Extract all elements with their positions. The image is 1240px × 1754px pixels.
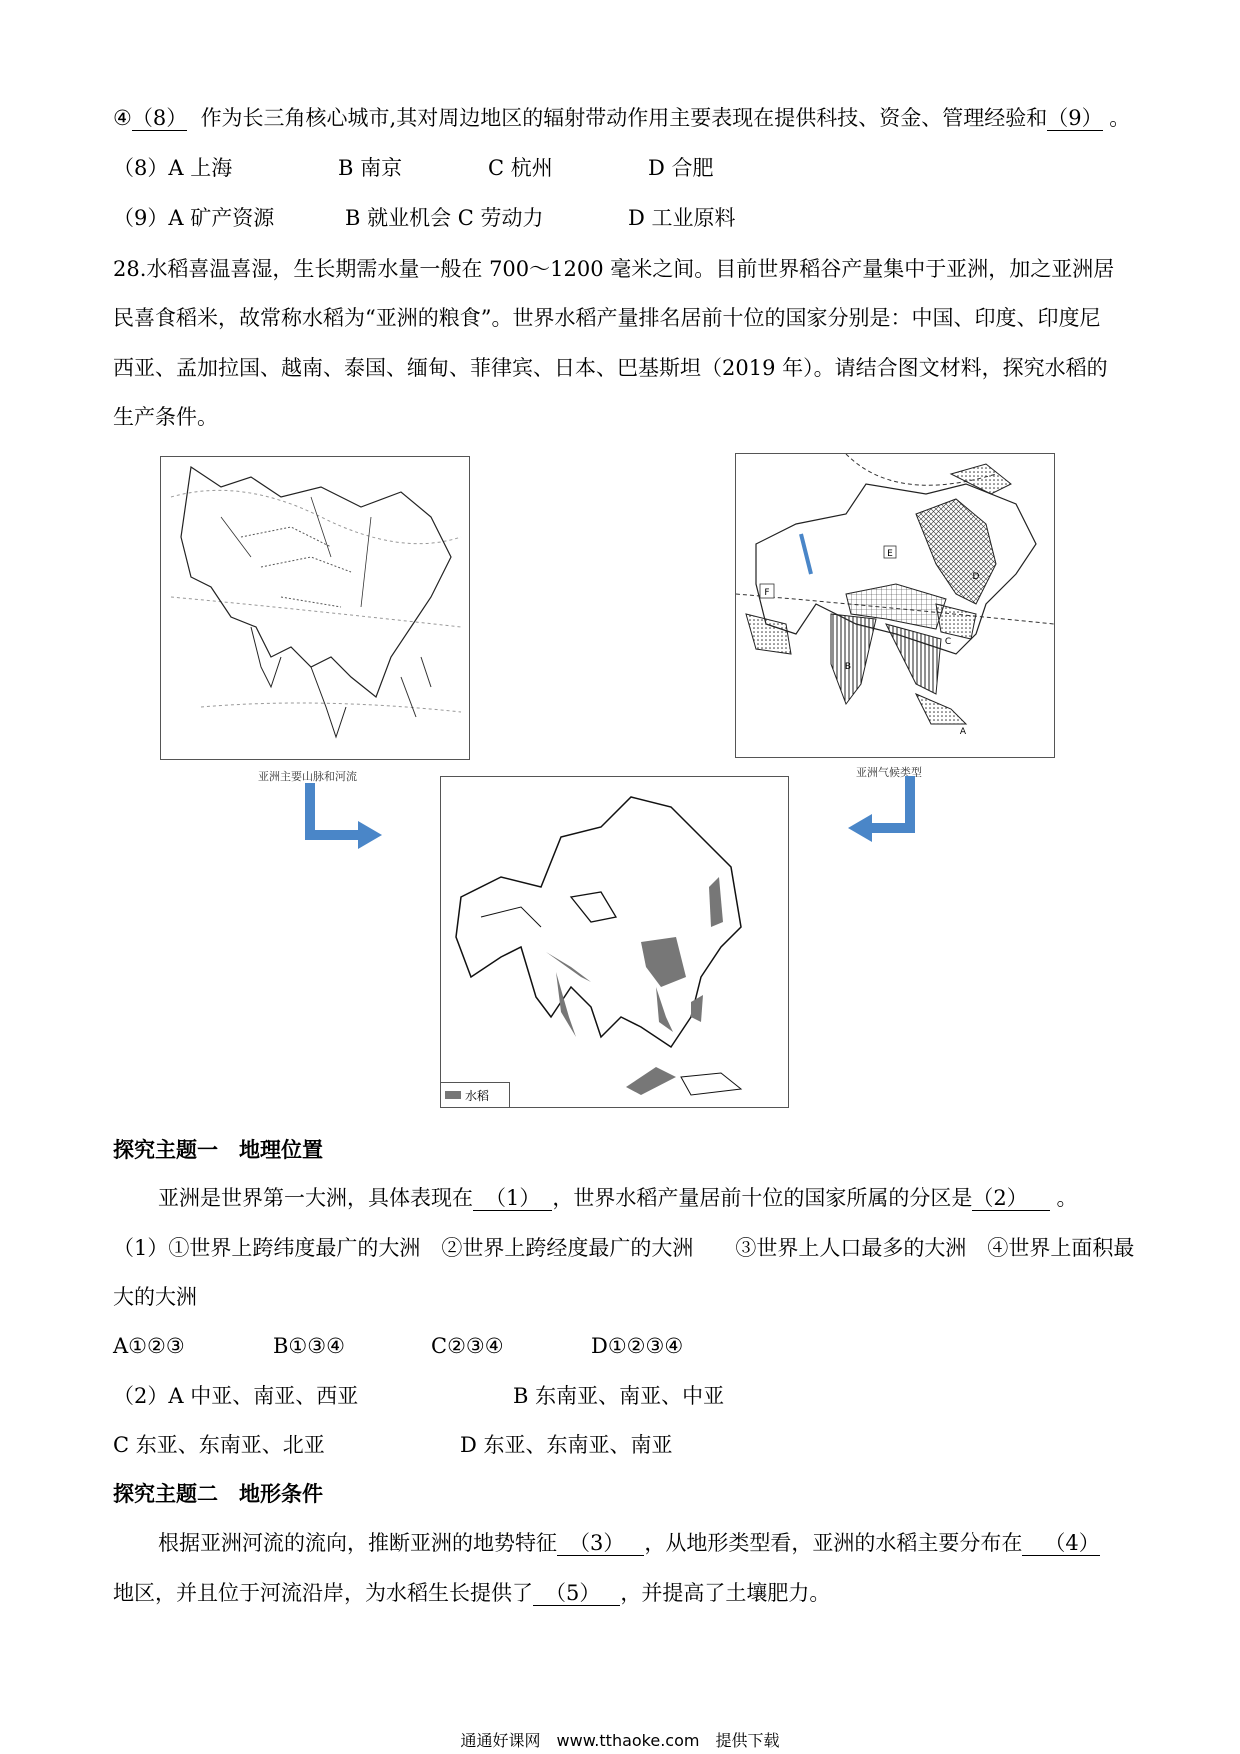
asia-climate-map xyxy=(735,453,1055,758)
topic2-sentence-line2: 地区，并且位于河流沿岸，为水稻生长提供了 （5） ，并提高了土壤肥力。 xyxy=(113,1581,831,1605)
blank-4: （4） xyxy=(1022,1531,1099,1556)
climate-label-c: C xyxy=(944,637,952,647)
right-map-caption: 亚洲气候类型 xyxy=(856,766,922,779)
rice-legend: 水稻 xyxy=(441,1082,510,1107)
q27-line: ④（8） 作为长三角核心城市,其对周边地区的辐射带动作用主要表现在提供科技、资金、管理经验和（9） 。 xyxy=(113,106,1131,130)
q27-options-9: （9）A 矿产资源 B 就业机会 C 劳动力 D 工业原料 xyxy=(113,206,736,230)
asia-rice-distribution-map xyxy=(440,776,789,1108)
climate-label-f: F xyxy=(764,588,770,598)
topic2-sentence-line1: 根据亚洲河流的流向，推断亚洲的地势特征 （3） ，从地形类型看，亚洲的水稻主要分布在 （4） xyxy=(158,1531,1100,1555)
arrow-right-to-center-icon xyxy=(840,776,920,846)
blank-3: （3） xyxy=(557,1531,644,1556)
footer: 通通好课网 www.tthaoke.com 提供下载 xyxy=(460,1731,780,1750)
q28-paragraph-line4: 生产条件。 xyxy=(113,405,218,429)
q28-paragraph-line3: 西亚、孟加拉国、越南、泰国、缅甸、菲律宾、日本、巴基斯坦（2019 年）。请结合图文材料，探究水稻的 xyxy=(113,356,1108,380)
topic1-q2-line2: C 东亚、东南亚、北亚 D 东亚、东南亚、南亚 xyxy=(113,1433,673,1457)
blank-2: （2） xyxy=(972,1186,1049,1211)
blank-5: （5） xyxy=(533,1581,620,1606)
blank-9: （9） xyxy=(1047,106,1103,130)
q28-paragraph-line1: 28.水稻喜温喜湿，生长期需水量一般在 700～1200 毫米之间。目前世界稻谷产量集中于亚洲，加之亚洲居 xyxy=(113,257,1115,281)
topic2-heading: 探究主题二 地形条件 xyxy=(113,1481,323,1506)
topic1-q1-options: A①②③ B①③④ C②③④ D①②③④ xyxy=(113,1334,684,1358)
asia-mountains-rivers-map xyxy=(160,456,470,760)
climate-label-a: A xyxy=(959,727,967,737)
topic1-q1-line2: 大的大洲 xyxy=(113,1285,197,1309)
topic1-sentence: 亚洲是世界第一大洲，具体表现在 （1） ，世界水稻产量居前十位的国家所属的分区是（2） 。 xyxy=(158,1186,1078,1210)
arrow-left-to-center-icon xyxy=(300,783,390,853)
climate-label-e: E xyxy=(887,549,893,559)
topic1-heading: 探究主题一 地理位置 xyxy=(113,1137,323,1162)
topic1-q2-line1: （2）A 中亚、南亚、西亚 B 东南亚、南亚、中亚 xyxy=(113,1384,725,1408)
q28-paragraph-line2: 民喜食稻米，故常称水稻为“亚洲的粮食”。世界水稻产量排名居前十位的国家分别是：中国、印度、印度尼 xyxy=(113,306,1101,330)
topic1-q1-line1: （1）①世界上跨纬度最广的大洲 ②世界上跨经度最广的大洲 ③世界上人口最多的大洲 ④世界上面积最 xyxy=(113,1236,1135,1260)
climate-label-d: D xyxy=(972,572,980,582)
blank-8: （8） xyxy=(131,106,188,130)
climate-label-b: B xyxy=(844,662,852,672)
left-map-caption: 亚洲主要山脉和河流 xyxy=(258,770,357,783)
blank-1: （1） xyxy=(473,1186,552,1211)
rice-legend-swatch xyxy=(445,1091,461,1099)
q27-options-8: （8）A 上海 B 南京 C 杭州 D 合肥 xyxy=(113,156,714,180)
